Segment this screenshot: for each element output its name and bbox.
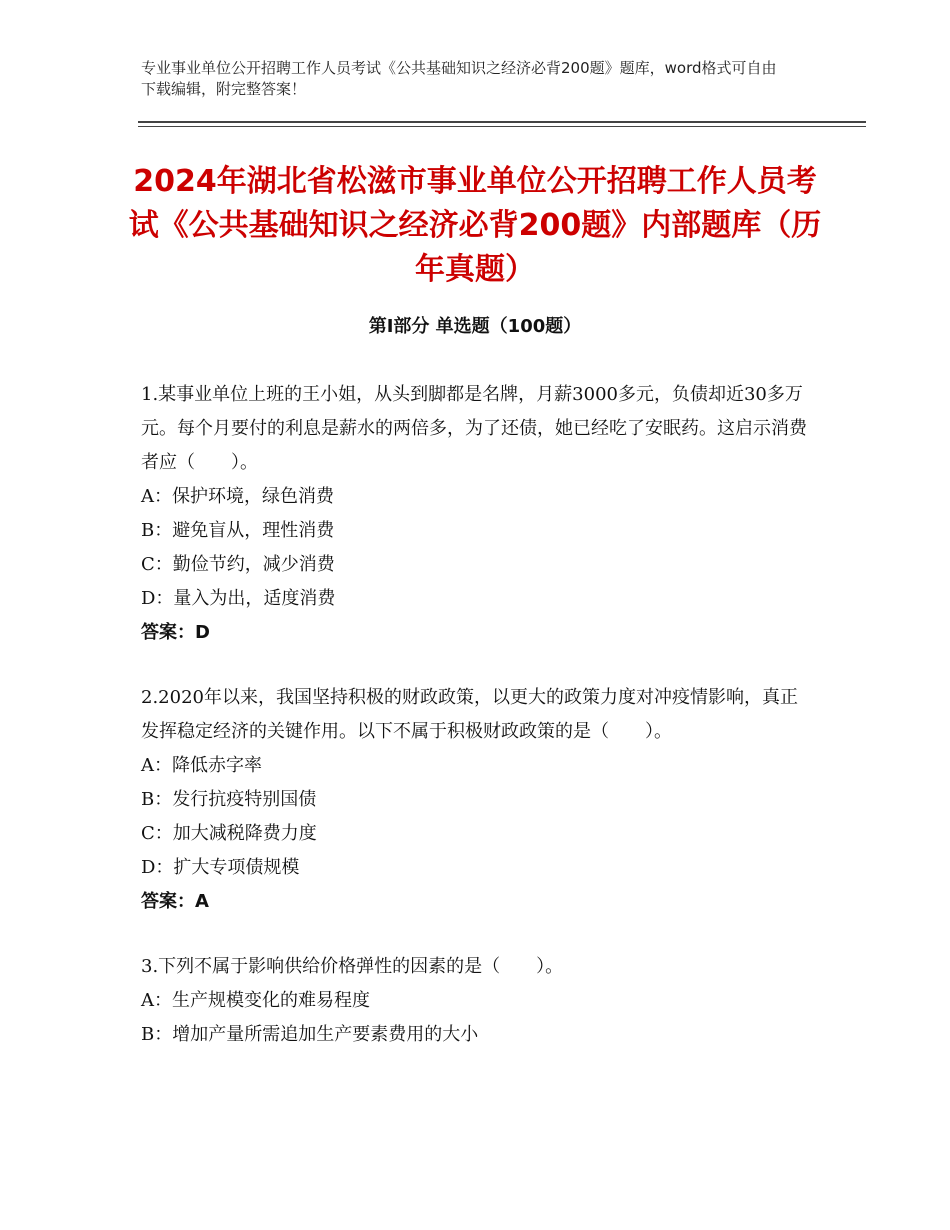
answer: 答案：A	[141, 891, 209, 912]
header-divider-thick	[138, 121, 866, 123]
option-b: B：增加产量所需追加生产要素费用的大小	[141, 1024, 479, 1045]
option-a: A：降低赤字率	[141, 755, 262, 776]
answer: 答案：D	[141, 622, 210, 643]
option-b: B：发行抗疫特别国债	[141, 789, 317, 810]
option-b: B：避免盲从，理性消费	[141, 520, 335, 541]
question-stem: 3.下列不属于影响供给价格弹性的因素的是（ ）。	[141, 956, 564, 977]
option-d: D：扩大专项债规模	[141, 857, 300, 878]
header-divider-thin	[138, 126, 866, 127]
header-note: 专业事业单位公开招聘工作人员考试《公共基础知识之经济必背200题》题库，word格式可自由下载编辑，附完整答案！	[141, 59, 777, 98]
question-1	[141, 378, 811, 650]
option-c: C：勤俭节约，减少消费	[141, 554, 335, 575]
section-title: 第Ⅰ部分 单选题（100题）	[368, 316, 582, 337]
question-3	[141, 950, 811, 1052]
option-a: A：生产规模变化的难易程度	[141, 990, 370, 1011]
document-title: 2024年湖北省松滋市事业单位公开招聘工作人员考试《公共基础知识之经济必背200题》内部题库（历年真题）	[128, 164, 822, 287]
option-c: C：加大减税降费力度	[141, 823, 317, 844]
option-d: D：量入为出，适度消费	[141, 588, 336, 609]
question-stem: 2.2020年以来，我国坚持积极的财政政策，以更大的政策力度对冲疫情影响，真正发挥稳定经济的关键作用。以下不属于积极财政政策的是（ ）。	[141, 687, 798, 742]
option-a: A：保护环境，绿色消费	[141, 486, 334, 507]
question-stem: 1.某事业单位上班的王小姐，从头到脚都是名牌，月薪3000多元，负债却近30多万元。每个月要付的利息是薪水的两倍多，为了还债，她已经吃了安眠药。这启示消费者应（ ）。	[141, 384, 807, 473]
question-list	[141, 378, 811, 1083]
question-2	[141, 681, 811, 919]
